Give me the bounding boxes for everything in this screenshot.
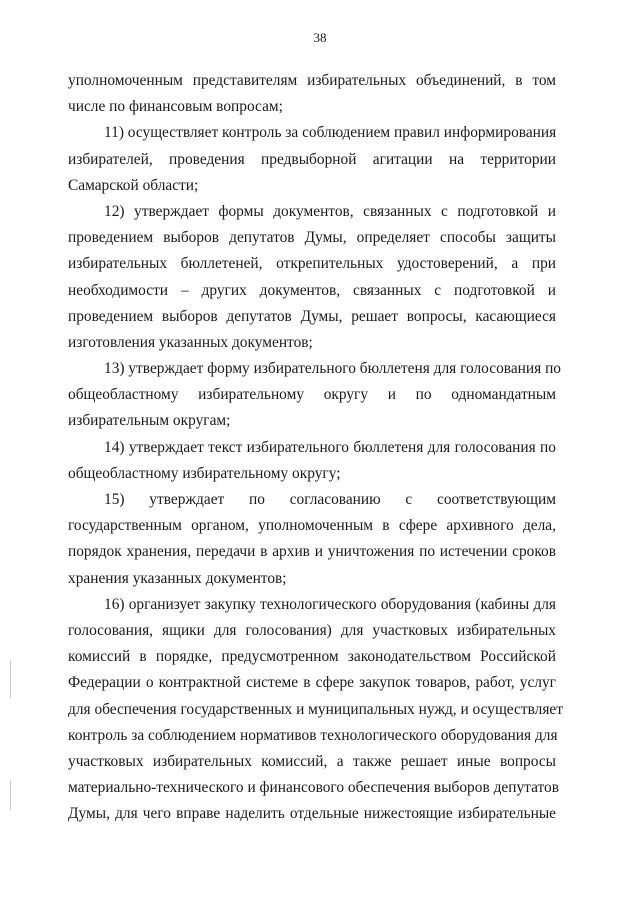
text-line: государственным органом, уполномоченным в сфере архивного дела, — [68, 517, 556, 535]
text-line: общеобластному избирательному округу; — [68, 464, 341, 482]
text-line: комиссий в порядке, предусмотренном законодательством Российской — [68, 648, 556, 666]
text-line: голосования, ящики для голосования) для участковых избирательных — [68, 621, 556, 639]
text-line: общеобластному избирательному округу и по одномандатным — [68, 386, 556, 404]
text-line: для обеспечения государственных и муниципальных нужд, и осуществляет — [68, 700, 563, 718]
scan-artifact-line — [10, 660, 11, 698]
document-body — [68, 68, 563, 827]
text-line: хранения указанных документов; — [68, 569, 287, 587]
page-number: 38 — [313, 30, 327, 45]
text-line: избирателей, проведения предвыборной агитации на территории — [68, 150, 556, 168]
text-line: избирательным округам; — [68, 412, 231, 430]
text-line: Самарской области; — [68, 176, 199, 194]
text-line: порядок хранения, передачи в архив и уничтожения по истечении сроков — [68, 543, 556, 561]
text-line: Думы, для чего вправе наделить отдельные нижестоящие избирательные — [68, 805, 556, 823]
text-line: контроль за соблюдением нормативов технологического оборудования для — [68, 726, 558, 744]
text-line: уполномоченным представителям избирательных объединений, в том — [68, 72, 556, 89]
text-line: 15) утверждает по согласованию с соответствующим — [104, 491, 556, 508]
text-line: проведением выборов депутатов Думы, определяет способы защиты — [68, 229, 556, 247]
text-line: Федерации о контрактной системе в сфере закупок товаров, работ, услуг — [68, 674, 556, 692]
text-line: 12) утверждает формы документов, связанных с подготовкой и — [104, 202, 556, 220]
text-line: 14) утверждает текст избирательного бюллетеня для голосования по — [104, 438, 556, 456]
text-line: избирательных бюллетеней, открепительных удостоверений, а при — [68, 255, 556, 273]
text-line: 11) осуществляет контроль за соблюдением правил информирования — [104, 124, 557, 142]
text-line: проведением выборов депутатов Думы, решает вопросы, касающиеся — [68, 307, 556, 325]
text-line: 16) организует закупку технологического оборудования (кабины для — [104, 595, 556, 613]
text-line: изготовления указанных документов; — [68, 333, 313, 351]
text-line: числе по финансовым вопросам; — [68, 98, 283, 116]
text-line: необходимости – других документов, связанных с подготовкой и — [68, 281, 556, 299]
scan-artifact-line — [10, 780, 11, 810]
text-line: 13) утверждает форму избирательного бюллетеня для голосования по — [104, 360, 561, 378]
text-line: участковых избирательных комиссий, а также решает иные вопросы — [68, 752, 556, 770]
text-line: материально-технического и финансового обеспечения выборов депутатов — [68, 779, 559, 797]
